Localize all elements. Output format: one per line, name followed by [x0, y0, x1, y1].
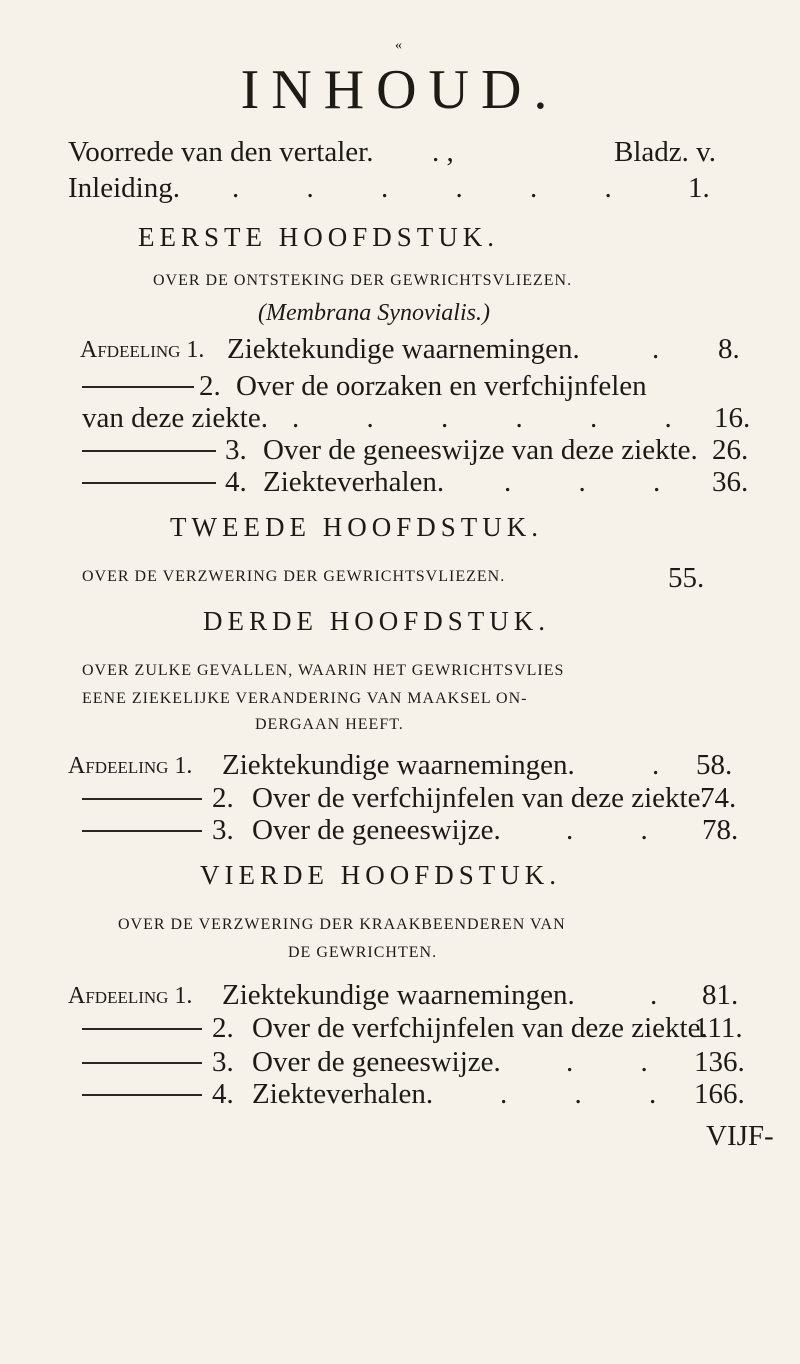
toc-page-number: 8. [718, 333, 740, 365]
toc-dots: . . . . . . [232, 172, 642, 204]
chapter-subtitle-line: OVER DE VERZWERING DER KRAAKBEENDEREN VAN [118, 916, 566, 933]
ditto-rule [82, 482, 216, 484]
ditto-rule [82, 798, 202, 800]
toc-page-number: 111. [694, 1012, 743, 1044]
toc-page-number: 16. [714, 402, 751, 434]
toc-dots: . . . . . . [292, 402, 702, 434]
toc-page-number: 36. [712, 466, 749, 498]
toc-entry: Ziektekundige waarnemingen. [227, 333, 580, 365]
section-number: 4. [225, 466, 247, 498]
catchword: VIJF- [706, 1120, 774, 1152]
toc-page-number: Bladz. v. [614, 136, 717, 168]
toc-entry-preface: Voorrede van den vertaler. [68, 136, 374, 168]
chapter-subtitle-line: DERGAAN HEEFT. [255, 716, 404, 733]
toc-entry: Ziektekundige waarnemingen. [222, 749, 575, 781]
toc-dots: . . . [500, 1078, 687, 1110]
toc-entry-continuation: van deze ziekte. [82, 402, 268, 434]
chapter-subtitle: OVER DE ONTSTEKING DER GEWRICHTSVLIEZEN. [153, 272, 573, 289]
toc-dots: . [652, 333, 660, 365]
printer-mark: « [395, 38, 402, 53]
toc-page-number: 136. [694, 1046, 745, 1078]
chapter-subtitle-line: EENE ZIEKELIJKE VERANDERING VAN MAAKSEL ON- [82, 690, 528, 707]
toc-page-number: 26. [712, 434, 749, 466]
toc-entry: Over de geneeswijze. [252, 814, 501, 846]
toc-page-number: 81. [702, 979, 739, 1011]
chapter-heading: VIERDE HOOFDSTUK. [200, 860, 561, 890]
toc-dots: . . [566, 1046, 678, 1078]
chapter-heading: EERSTE HOOFDSTUK. [138, 222, 500, 252]
section-number: 2. [212, 782, 234, 814]
toc-entry-introduction: Inleiding. [68, 172, 180, 204]
toc-entry: Ziekteverhalen. [263, 466, 445, 498]
toc-dots: . . . [504, 466, 691, 498]
chapter-subtitle-line: OVER ZULKE GEVALLEN, WAARIN HET GEWRICHTSVLIES [82, 662, 565, 679]
toc-entry: Over de oorzaken en verfchijnfelen [236, 370, 647, 402]
section-number: 2. [199, 370, 221, 402]
ditto-rule [82, 386, 194, 388]
ditto-rule [82, 450, 216, 452]
toc-entry: Ziekteverhalen. [252, 1078, 434, 1110]
toc-entry: Over de verfchijnfelen van deze ziekte. [252, 1012, 708, 1044]
section-number: 4. [212, 1078, 234, 1110]
ditto-rule [82, 1094, 202, 1096]
section-number: 2. [212, 1012, 234, 1044]
chapter-subtitle-line: DE GEWRICHTEN. [288, 944, 438, 961]
page-title: INHOUD. [240, 59, 560, 121]
toc-entry: Over de geneeswijze. [252, 1046, 501, 1078]
toc-dots: . [650, 979, 658, 1011]
chapter-heading: DERDE HOOFDSTUK. [203, 606, 551, 636]
chapter-heading: TWEEDE HOOFDSTUK. [170, 512, 543, 542]
section-prefix: Afdeeling 1. [80, 337, 205, 363]
toc-entry: Ziektekundige waarnemingen. [222, 979, 575, 1011]
section-number: 3. [225, 434, 247, 466]
toc-dots: . [652, 749, 660, 781]
toc-entry: Over de verfchijnfelen van deze ziekte. [252, 782, 708, 814]
toc-page-number: 1. [688, 172, 710, 204]
toc-entry: Over de geneeswijze van deze ziekte. [263, 434, 698, 466]
chapter-latin-subtitle: (Membrana Synovialis.) [258, 300, 490, 326]
ditto-rule [82, 1028, 202, 1030]
toc-page-number: 55. [668, 562, 705, 594]
toc-page-number: 58. [696, 749, 733, 781]
toc-page-number: 78. [702, 814, 739, 846]
toc-page-number: 166. [694, 1078, 745, 1110]
section-number: 3. [212, 1046, 234, 1078]
ditto-rule [82, 1062, 202, 1064]
section-prefix: Afdeeling 1. [68, 753, 193, 779]
ditto-rule [82, 830, 202, 832]
section-number: 3. [212, 814, 234, 846]
toc-page-number: 74. [700, 782, 737, 814]
section-prefix: Afdeeling 1. [68, 983, 193, 1009]
toc-dots: . . [566, 814, 678, 846]
toc-dots: . , [432, 136, 454, 168]
chapter-subtitle: OVER DE VERZWERING DER GEWRICHTSVLIEZEN. [82, 568, 506, 585]
